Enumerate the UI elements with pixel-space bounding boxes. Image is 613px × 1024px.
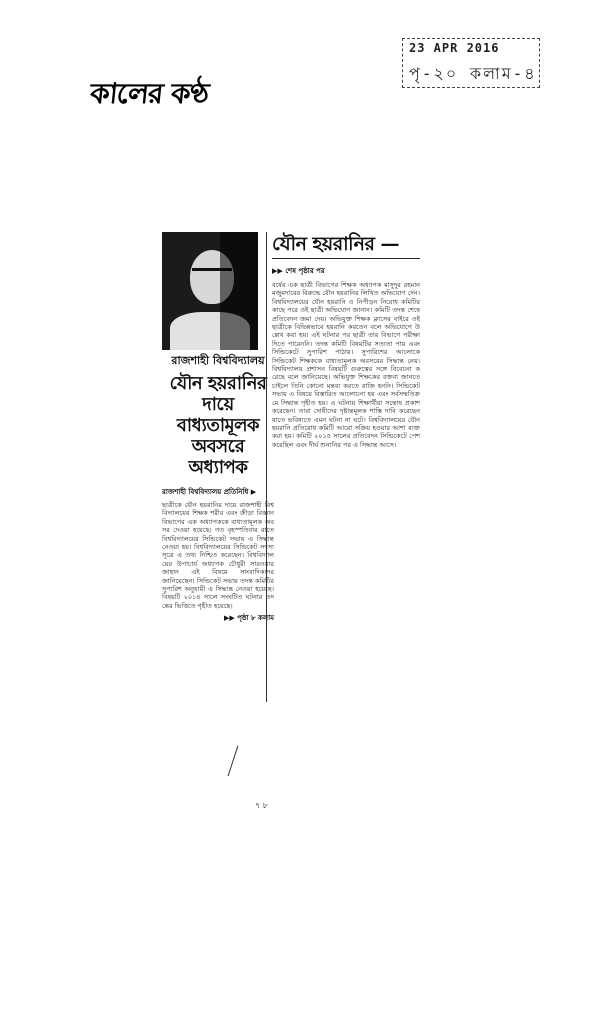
- news-clipping: [162, 232, 420, 792]
- page-marker: ৭ ৮: [255, 801, 268, 810]
- article-right-column: [272, 232, 420, 449]
- professor-photo: [162, 232, 258, 350]
- archive-date-stamp: [402, 38, 540, 88]
- continued-from-marker: ▶▶ শেষ পৃষ্ঠার পর: [272, 267, 325, 275]
- continuation-headline: যৌন হয়রানির —: [272, 232, 420, 259]
- column-divider: [266, 232, 267, 702]
- photo-shadow: [220, 232, 258, 350]
- stamp-date: 23 APR 2016: [409, 41, 500, 55]
- continued-marker: ▶▶ পৃষ্ঠা ৮ কলাম: [224, 614, 274, 623]
- article-left-column: [162, 352, 274, 624]
- stamp-reference: পৃ-২০ কলাম-৪: [409, 64, 537, 83]
- newspaper-masthead: কালের কণ্ঠ: [88, 77, 210, 110]
- article-body-left: ছাত্রীকে যৌন হয়রানির দায়ে রাজশাহী বিশ্ববিদ্যালয়ের শিক্ষক শরীর এবং ক্রীড়া বিজ্ঞান বিভাগের এক অধ্যাপককে বাধ্যতামূলক অবসর দেওয়া হয়েছে। গত বৃহস্পতিবার রাতে বিশ্ববিদ্যালয়ের সিন্ডিকেট সভায় এ সিদ্ধান্ত নেওয়া হয়। বিশ্ববিদ্যালয়ের সিন্ডিকেট সদস্য সূত্রে এ তথ্য নিশ্চিত করেছেন। বিশ্ববিদ্যালয়ের উপাচার্য অধ্যাপক চৌধুরী সারওয়ার জাহান এই বিষয়ে সাংবাদিকদের জানিয়েছেন। সিন্ডিকেট সভায় তদন্ত কমিটির সুপারিশ অনুযায়ী এ সিদ্ধান্ত নেওয়া হয়েছে। বিষয়টি ২০১৪ সালে সংঘটিত ঘটনার তদন্তের ভিত্তিতে গৃহীত হয়েছে।: [162, 501, 274, 610]
- article-body-right: বর্ষের এক ছাত্রী বিভাগের শিক্ষক অধ্যাপক মাসুদুর রহমান মজুমদারের বিরুদ্ধে যৌন হয়রানির লিখিত অভিযোগ দেন। বিশ্ববিদ্যালয়ের যৌন হয়রানি ও নিপীড়ন নিরোধ কমিটির কাছে পরে ওই ছাত্রী অভিযোগ জানান। কমিটি তদন্ত শেষে প্রতিবেদন জমা দেয়। অভিযুক্ত শিক্ষক ক্লাসের বাইরে ওই ছাত্রীকে বিভিন্নভাবে হয়রানি করতেন বলে অভিযোগে উল্লেখ করা হয়। এই ঘটনার পর ছাত্রী তার বিভাগে পরীক্ষা দিতে পারেননি। তদন্ত কমিটি বিষয়টির সত্যতা পায় এবং সিন্ডিকেটে সুপারিশ পাঠায়। সুপারিশের আলোকে সিন্ডিকেট শিক্ষককে বাধ্যতামূলক অবসরের সিদ্ধান্ত নেয়। বিশ্ববিদ্যালয় প্রশাসন বিষয়টি গুরুত্বের সঙ্গে বিবেচনা করেছে বলে জানিয়েছে। অভিযুক্ত শিক্ষকের বক্তব্য জানতে চাইলে তিনি কোনো মন্তব্য করতে রাজি হননি। সিন্ডিকেট সভায় এ বিষয়ে বিস্তারিত আলোচনা হয় এবং সর্বসম্মতিক্রমে সিদ্ধান্ত গৃহীত হয়। এ ঘটনায় শিক্ষার্থীরা সন্তোষ প্রকাশ করেছেন। তারা দোষীদের দৃষ্টান্তমূলক শাস্তি দাবি করেছেন যাতে ভবিষ্যতে এমন ঘটনা না ঘটে। বিশ্ববিদ্যালয়ের যৌন হয়রানি প্রতিরোধ কমিটি আরো সক্রিয় হওয়ার আশা ব্যক্ত করা হয়। কমিটি ২০১৫ সালের প্রতিবেদন সিন্ডিকেটে পেশ করেছিল এবং দীর্ঘ শুনানির পর এ সিদ্ধান্ত আসে।: [272, 281, 420, 449]
- article-kicker: রাজশাহী বিশ্ববিদ্যালয়: [171, 354, 265, 367]
- article-byline: রাজশাহী বিশ্ববিদ্যালয় প্রতিনিধি ▶: [162, 488, 257, 496]
- article-headline: যৌন হয়রানির দায়ে বাধ্যতামূলক অবসরে অধ্যাপক: [169, 373, 267, 478]
